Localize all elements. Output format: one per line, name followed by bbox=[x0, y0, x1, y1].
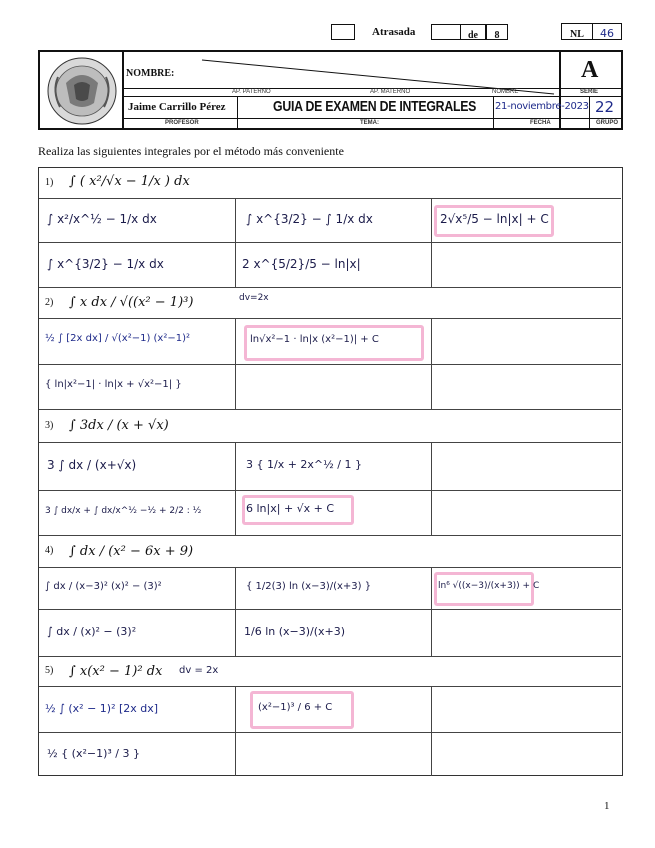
work-row bbox=[39, 442, 621, 490]
work-cell: ∫ x^{3/2} − 1/x dx bbox=[47, 257, 164, 271]
problem-2-row bbox=[39, 287, 621, 318]
final-answer: (x²−1)³ / 6 + C bbox=[258, 702, 333, 713]
ap-materno-label: AP. MATERNO bbox=[370, 89, 411, 95]
work-cell: 2 x^{5/2}/5 − ln|x| bbox=[242, 257, 361, 271]
grupo-sub-label: GRUPO bbox=[596, 120, 619, 126]
problem-number: 5) bbox=[45, 665, 54, 676]
substitution-note: dv = 2x bbox=[179, 665, 219, 676]
work-row bbox=[39, 732, 621, 776]
tema-sub-label: TEMA: bbox=[360, 120, 379, 126]
work-row bbox=[39, 198, 621, 242]
work-cell: ∫ dx / (x−3)² (x)² − (3)² bbox=[45, 581, 162, 592]
problem-statement: ∫ x(x² − 1)² dx bbox=[69, 664, 163, 679]
page-number: 1 bbox=[604, 800, 610, 812]
problem-number: 4) bbox=[45, 545, 54, 556]
final-answer: 6 ln|x| + √x + C bbox=[246, 502, 335, 515]
work-cell: ½ ∫ (x² − 1)² [2x dx] bbox=[45, 702, 159, 715]
total-pages: 8 bbox=[494, 30, 500, 41]
problem-3-row bbox=[39, 409, 621, 442]
work-cell: ½ ∫ [2x dx] / √(x²−1) (x²−1)² bbox=[45, 333, 191, 344]
profesor-sub-label: PROFESOR bbox=[165, 120, 199, 126]
work-cell: 3 ∫ dx/x + ∫ dx/x^½ −½ + 2/2 : ½ bbox=[45, 506, 202, 516]
group-number: 22 bbox=[595, 98, 615, 116]
exam-title: GUIA DE EXAMEN DE INTEGRALES bbox=[273, 98, 477, 115]
nombre-label: NOMBRE: bbox=[126, 68, 175, 79]
serie-sub-label: SERIE bbox=[580, 89, 599, 95]
problem-number: 1) bbox=[45, 177, 54, 188]
final-answer: ln⁶ √((x−3)/(x+3)) + C bbox=[438, 581, 540, 591]
fecha-sub-label: FECHA bbox=[530, 120, 551, 126]
atrasada-checkbox[interactable] bbox=[331, 24, 355, 40]
page-field[interactable] bbox=[431, 24, 461, 40]
work-cell: { 1/2(3) ln (x−3)/(x+3) } bbox=[246, 581, 372, 592]
problem-statement: ∫ dx / (x² − 6x + 9) bbox=[69, 544, 194, 559]
work-cell: { ln|x²−1| · ln|x + √x²−1| } bbox=[45, 379, 182, 390]
professor-name: Jaime Carrillo Pérez bbox=[128, 101, 226, 113]
work-row bbox=[39, 490, 621, 535]
work-row bbox=[39, 686, 621, 732]
problem-number: 3) bbox=[45, 420, 54, 431]
problem-grid bbox=[38, 167, 623, 776]
atrasada-label: Atrasada bbox=[372, 26, 416, 38]
problem-number: 2) bbox=[45, 297, 54, 308]
nl-value: 46 bbox=[600, 27, 614, 40]
nombre-sub-label: NOMBRE bbox=[492, 89, 519, 95]
work-row bbox=[39, 364, 621, 409]
problem-4-row bbox=[39, 535, 621, 567]
final-answer: ln√x²−1 · ln|x (x²−1)| + C bbox=[250, 334, 379, 345]
serie-letter: A bbox=[581, 57, 599, 83]
instructions: Realiza las siguientes integrales por el método más conveniente bbox=[38, 144, 344, 158]
problem-statement: ∫ 3dx / (x + √x) bbox=[69, 418, 169, 433]
problem-1-row bbox=[39, 168, 621, 198]
work-cell: ½ { (x²−1)³ / 3 } bbox=[47, 747, 140, 760]
work-cell: ∫ x²/x^½ − 1/x dx bbox=[47, 212, 157, 226]
university-crest bbox=[44, 55, 120, 127]
work-row bbox=[39, 318, 621, 364]
de-label: de bbox=[468, 30, 478, 41]
substitution-note: dv=2x bbox=[239, 293, 269, 303]
work-cell: 3 ∫ dx / (x+√x) bbox=[47, 458, 137, 472]
work-cell: ∫ dx / (x)² − (3)² bbox=[47, 625, 137, 638]
work-cell: ∫ x^{3/2} − ∫ 1/x dx bbox=[246, 212, 373, 226]
total-pages-box bbox=[486, 24, 508, 40]
work-row bbox=[39, 567, 621, 609]
problem-statement: ∫ x dx / √((x² − 1)³) bbox=[69, 295, 194, 310]
exam-date: 21-noviembre-2023 bbox=[495, 101, 589, 112]
work-row bbox=[39, 609, 621, 656]
work-row bbox=[39, 242, 621, 287]
problem-5-row bbox=[39, 656, 621, 686]
work-cell: 1/6 ln (x−3)/(x+3) bbox=[244, 625, 346, 638]
work-cell: 3 { 1/x + 2x^½ / 1 } bbox=[246, 458, 362, 471]
ap-paterno-label: AP. PATERNO bbox=[232, 89, 271, 95]
final-answer: 2√x⁵/5 − ln|x| + C bbox=[440, 212, 549, 226]
nl-value-box bbox=[592, 23, 622, 40]
de-box bbox=[460, 24, 486, 40]
nl-label-box bbox=[561, 23, 593, 40]
problem-statement: ∫ ( x²/√x − 1/x ) dx bbox=[69, 174, 190, 189]
nl-label: NL bbox=[570, 29, 584, 40]
exam-header bbox=[38, 50, 623, 130]
